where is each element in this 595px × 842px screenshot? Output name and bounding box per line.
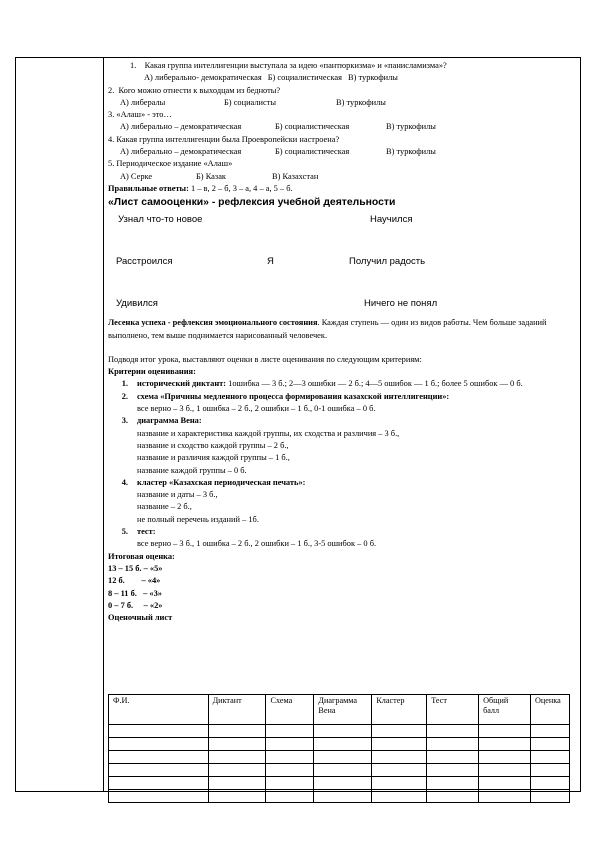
table-header-row xyxy=(109,695,570,725)
criteria-item: 1. исторический диктант: 1ошибка — 3 б.; 2—3 ошибки — 2 б.; 4—5 ошибок — 1 б.; более 5 ошибок — 0 б. xyxy=(121,379,523,389)
table-header-cell: Диктант xyxy=(208,695,266,725)
grade-line: 0 – 7 б. – «2» xyxy=(108,600,163,610)
lesson-content xyxy=(108,60,574,624)
quiz-question: 3. «Алаш» - это… xyxy=(108,110,172,120)
table-row xyxy=(109,725,570,738)
quiz xyxy=(108,60,574,183)
quiz-question: 5. Периодическое издание «Алаш» xyxy=(108,159,233,169)
reflection-item: Получил радость xyxy=(349,256,426,268)
final-grade-title: Итоговая оценка: xyxy=(108,551,175,561)
quiz-options: А) либерально – демократическая Б) социалистическая В) туркофилы xyxy=(120,122,436,132)
reflection-item: Расстроился xyxy=(116,256,173,268)
table-header-cell: Ф.И. xyxy=(109,695,209,725)
table-row xyxy=(109,764,570,777)
correct-answers: Правильные ответы: 1 – в, 2 – б, 3 – а, 4 – а, 5 – б. xyxy=(108,183,293,193)
table-header-cell: Кластер xyxy=(372,695,427,725)
table-header-cell: Оценка xyxy=(530,695,569,725)
table-header-cell: Схема xyxy=(266,695,314,725)
quiz-options: А) Серке Б) Казак В) Казахстан xyxy=(120,171,319,181)
quiz-options: А) либерально- демократическая Б) социалистическая В) туркофилы xyxy=(144,73,398,83)
table-header-cell: Диаграмма Вена xyxy=(314,695,372,725)
table-header-cell: Общий балл xyxy=(479,695,531,725)
quiz-options: А) либерально – демократическая Б) социалистическая В) туркофилы xyxy=(120,147,436,157)
reflection-item: Удивился xyxy=(116,298,158,310)
sheet-title: Оценочный лист xyxy=(108,613,173,623)
criteria-list xyxy=(108,378,574,550)
grade-line: 12 б. – «4» xyxy=(108,576,161,586)
table-header-cell: Тест xyxy=(427,695,479,725)
grade-line: 8 – 11 б. – «3» xyxy=(108,588,162,598)
quiz-question: 1. Какая группа интеллигенции выступала за идею «пантюркизма» и «панисламизма»? xyxy=(130,61,447,70)
spacer xyxy=(108,342,574,354)
ladder-of-success: Лесенка успеха - рефлексия эмоционального состояния. Каждая ступень — один из видов работы. Чем больше заданий выполнено, тем выше поднимается нарисованный человечек. xyxy=(108,318,547,340)
table-row xyxy=(109,751,570,764)
table-row xyxy=(109,790,570,803)
column-divider xyxy=(103,57,104,792)
quiz-options: А) либералы Б) социалисты В) туркофилы xyxy=(120,97,386,107)
quiz-question: 2. Кого можно отнести к выходцам из бедноты? xyxy=(108,85,281,95)
criteria-title: Критерии оценивания: xyxy=(108,367,196,377)
summary-intro: Подводя итог урока, выставляют оценки в листе оценивания по следующим критериям: xyxy=(108,354,422,364)
reflection-item: Ничего не понял xyxy=(364,298,438,310)
table-row xyxy=(109,738,570,751)
criteria-item: 2. схема «Причины медленного процесса формирования казахской интеллигенции»: все верно – 3 б., 1 ошибка – 2 б., 2 ошибки – 1 б., 0-1 ошибка – 0 б. xyxy=(121,391,450,414)
reflection-item: Научился xyxy=(370,214,413,226)
quiz-question: 4. Какая группа интеллигенции была Проевропейски настроена? xyxy=(108,134,340,144)
criteria-item: 3. диаграмма Вена: название и характеристика каждой группы, их сходства и различия – 3 б., название и сходство каждой группы – 2 б., название и различия каждой группы – 1 б., название каждой группы – 0 б. xyxy=(121,416,400,475)
table-row xyxy=(109,777,570,790)
grade-line: 13 – 15 б. – «5» xyxy=(108,563,163,573)
reflection-grid xyxy=(108,210,574,310)
criteria-item: 4. кластер «Казахская периодическая печать»: название и даты – 3 б., название – 2 б., не полный перечень изданий – 1б. xyxy=(121,477,306,524)
reflection-item: Я xyxy=(267,256,274,268)
reflection-item: Узнал что-то новое xyxy=(118,214,203,226)
reflection-heading: «Лист самооценки» - рефлексия учебной деятельности xyxy=(108,197,396,209)
assessment-table xyxy=(108,694,570,803)
criteria-item: 5. тест: все верно – 3 б., 1 ошибка – 2 б., 2 ошибки – 1 б., 3-5 ошибок – 0 б. xyxy=(121,527,377,549)
